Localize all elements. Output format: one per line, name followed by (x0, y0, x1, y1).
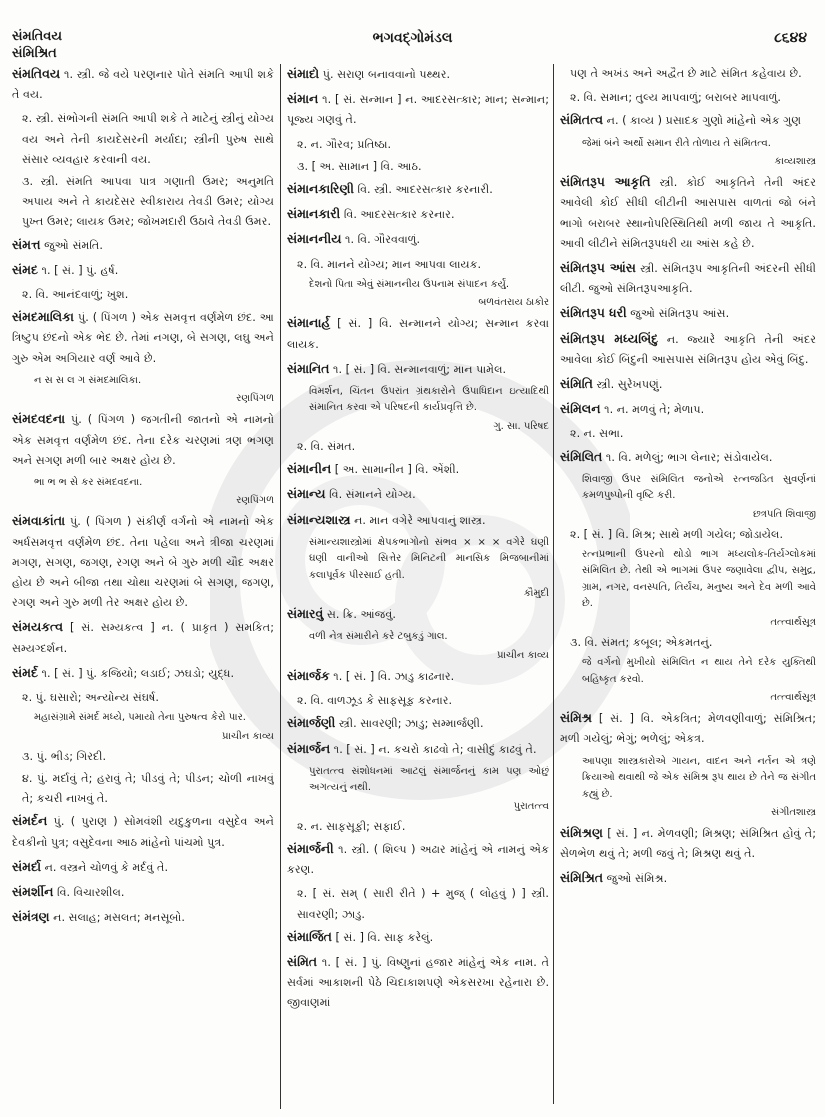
dictionary-entry (12, 235, 274, 256)
dictionary-entry (560, 329, 816, 370)
dictionary-entry (287, 313, 549, 354)
dictionary-entry (12, 260, 274, 281)
dictionary-entry (287, 713, 549, 734)
dictionary-entry (287, 89, 549, 130)
dictionary-entry (287, 839, 549, 880)
sense: ૨. [ સં. ] વિ. મિશ્ર; સાથે મળી ગયેલ; જોડાયેલ. (570, 527, 784, 541)
definition: પું. સરાણ બનાવવાનો પથ્થર. (319, 68, 451, 81)
citation-quote: ન સ સ લ ગ સંમદમાલિકા. (34, 374, 142, 386)
citation-source: સંગીતશાસ્ત્ર (771, 807, 816, 819)
sense: ૨. વિ. સમાન; તુલ્ય માપવાળું; બરાબર માપવાળું. (570, 91, 781, 105)
definition: ન. જ્યારે આકૃતિ તેની અંદર આવેલા કોઈ બિંદુની આસપાસ સંમિતરૂપ હોય એવું બિંદુ. (560, 332, 816, 366)
page-header (0, 14, 825, 61)
definition: ન. સલાહ; મસલત; મનસૂબો. (49, 911, 185, 925)
citation-quote: દેશનો પિતા એવું સંમાનનીય ઉપનામ સંપાદન કર્યું. (309, 278, 510, 290)
sense: ૨. પું. ઘસારો; અન્યોન્ય સંઘર્ષ. (22, 691, 159, 705)
citation-source: પુરાતત્ત્વ (513, 800, 549, 812)
definition: જુઓ સંમિશ્ર. (603, 872, 668, 886)
continued-definition: પણ તે અખંડ અને અદ્વૈત છે માટે સંમિત કહેવાય છે. (570, 67, 802, 80)
headword: સંમાનનીય (287, 231, 342, 247)
headword: સંમાર્જણી (287, 715, 336, 731)
citation-source: છત્રપતિ શિવાજી (753, 508, 816, 520)
dictionary-entry (12, 617, 274, 658)
sense: ૨. [ સં. સમ્ ( સારી રીતે ) + મુજ્ ( લોહવું ) ] સ્ત્રી. સાવરણી; ઝાડુ. (297, 887, 549, 921)
definition: [ સં. સમ્યકત્વ ] ન. ( પ્રાકૃત ) સમકિત; સમ્યગ્દર્શન. (12, 621, 274, 655)
dictionary-entry (560, 110, 816, 131)
sense: ૪. પું. મર્દાવું તે; હરાવું તે; પીડવું તે; પીડન; ચોળી નાખવું તે; કચરી નાખવું તે. (22, 771, 274, 806)
citation-quote: રત્નપ્રભાની ઉપરનો થોડો ભાગ મધ્યલોક-તિર્યગ્લોકમાં સંમિલિત છે. તેથી એ ભાગમાં ઉપર જણાવેલા દ્વીપ, સમુદ્ર, ગ્રામ, નગર, વનસ્પતિ, તિર્યંચ, મનુષ્ય અને દેવ મળી આવે છે. (582, 548, 816, 610)
dictionary-entry (12, 511, 274, 613)
guide-word-first: સંમતિવય (12, 29, 63, 44)
sense: ૨. સ્ત્રી. સંભોગની સંમતિ આપી શકે તે માટેનું સ્ત્રીનું યોગ્ય વય અને તેની કાયદેસરની મર્યાદા; સ્ત્રીની પુરુષ સાથે સંસાર વ્યવહાર કરવાની વય. (22, 112, 274, 166)
definition: ન. ( કાવ્ય ) પ્રસાદક ગુણો માંહેનો એક ગુણ (603, 114, 802, 128)
sense: ૨. ન. સભા. (570, 427, 624, 441)
definition: ૧. વિ. ગૌરવવાળું. (341, 233, 421, 247)
definition: પું. ( પિંગળ ) જગતીની જાતનો એ નામનો એક સમવૃત્ત વર્ણમેળ છંદ. તેના દરેક ચરણમાં ત્રણ ભગણ અને સગણ મળી બાર અક્ષર હોય છે. (12, 413, 274, 467)
definition: ૧. [ સં. ] પું. હર્ષ. (37, 263, 119, 277)
column-3 (560, 64, 816, 1109)
definition: ૧. [ સં. ] પું. કજિયો; લડાઈ; ઝઘડો; યુદ્ધ. (37, 666, 235, 680)
sense: ૨. ન. ગૌરવ; પ્રતિષ્ઠા. (297, 137, 392, 151)
sense: ૩. પું. ભીડ; ગિરદી. (22, 749, 107, 763)
headword: સંમાનકારી (287, 206, 341, 222)
definition: પું. ( પુરાણ ) સોમવંશી યદુકુળના વસુદેવ અને દેવકીનો પુત્ર; વસુદેવના આઠ માંહેનો પાંચમો પુત્ર. (12, 815, 274, 849)
headword: સંમાર્જન (287, 740, 331, 756)
dictionary-entry (287, 604, 549, 625)
dictionary-entry (12, 882, 274, 903)
dictionary-entry (287, 179, 549, 200)
citation-source: તત્ત્વાર્થસૂત્ર (770, 692, 816, 704)
definition: સ્ત્રી. સંમિતરૂપ આકૃતિની અંદરની સીધી લીટી. જુઓ સંમિતરૂપઆકૃતિ. (560, 261, 816, 296)
dictionary-entry (12, 811, 274, 852)
citation-source: ગુ. સા. પરિષદ (493, 420, 549, 432)
citation-source: રણપિંગળ (236, 393, 274, 405)
definition: [ સં. ] વિ. સાફ કરેલું. (331, 930, 434, 944)
headword: સંમિલન (560, 401, 601, 417)
dictionary-entry (287, 484, 549, 505)
definition: ૧. સ્ત્રી. જે વયે પરણનાર પોતે સંમતિ આપી શકે તે વય. (12, 68, 274, 102)
dictionary-entry (560, 823, 816, 864)
headword: સંમિતરૂપ આંસ (560, 259, 636, 275)
headword: સંમિશ્રિત (560, 870, 604, 886)
dictionary-entry (287, 459, 549, 480)
definition: ૧. સ્ત્રી. ( શિલ્પ ) અઢાર માંહેનું એ નામનું એક કરણ. (287, 842, 549, 877)
running-title: ભગવદ્ગોમંડલ (372, 30, 453, 46)
citation-source: કાવ્યશાસ્ત્ર (774, 156, 816, 168)
citation-source: રણપિંગળ (236, 495, 274, 507)
headword: સંમિતિ (560, 375, 593, 391)
definition: વિ. સ્ત્રી. આદરસત્કાર કરનારી. (353, 183, 493, 197)
citation-source: પ્રાચીન કાવ્ય (497, 649, 549, 661)
sense: ૩. વિ. સંમત; કબૂલ; એકમતનું. (570, 635, 713, 649)
citation-quote: સંમાન્યશાસ્ત્રોમાં ક્ષેપકભાગોનો સંભવ × × × વગેરે ઘણી ઘણી વાનીઓ સિત્તેર મિનિટની માનસિક મિજબાનીમાં કલાપૂર્વક પીરસાઈ હતી. (309, 536, 549, 581)
dictionary-entry (560, 258, 816, 299)
headword: સંમિતત્વ (560, 112, 604, 128)
headword: સંમર્દન (12, 813, 48, 829)
column-2 (287, 64, 549, 1109)
definition: ૧. [ સં. ] ન. કચરો કાઢવો તે; વાસીદું કાઢવું તે. (330, 742, 537, 756)
headword: સંમદ (12, 261, 38, 277)
sense: ૨. વિ. વાળઝૂડ કે સાફસૂફ કરનાર. (297, 694, 453, 708)
dictionary-entry (12, 64, 274, 105)
definition: ૧. ન. મળવું તે; મેળાપ. (600, 403, 705, 417)
headword: સંમાનિત (287, 360, 330, 376)
definition: [ સં. ] ન. મેળવણી; મિશ્રણ; સંમિશ્રિત હોવું તે; સેળભેળ થવું તે; મળી જવું તે; મિશ્રણ થવું તે. (560, 827, 816, 861)
headword: સંમર્શીન (12, 884, 54, 899)
headword: સંમિત (287, 953, 318, 969)
guide-word-last: સંમિશ્રિત (12, 46, 57, 61)
headword: સંમારવું (287, 606, 324, 622)
headword: સંમાનીન (287, 461, 332, 477)
headword: સંમિતરૂપ મધ્યબિંદુ (560, 330, 659, 346)
sense: ૨. ન. સાફસૂફી; સફાઈ. (297, 819, 406, 833)
citation-quote: પુરાતત્ત્વ સંશોધનમાં આટલું સંમાર્જનનું કામ પણ ઓછું અગત્યનું નથી. (309, 765, 549, 794)
headword: સંમાર્જિત (287, 928, 332, 944)
definition: સ. ક્રિ. આંજવું. (323, 608, 396, 622)
dictionary-entry (287, 666, 549, 687)
definition: સ્ત્રી. સુરેખપણું. (592, 377, 663, 391)
headword: સંમર્દા (12, 858, 42, 874)
dictionary-entry (12, 409, 274, 471)
dictionary-entry (287, 204, 549, 225)
headword: સંમદવદના (12, 411, 66, 427)
citation-source: કૌમુદી (523, 588, 549, 600)
definition: ૧. વિ. મળેલું; ભાગ લેનાર; સંડોવાયેલ. (602, 450, 773, 464)
definition: સ્ત્રી. સાવરણી; ઝાડુ; સમ્માર્જણી. (335, 717, 484, 731)
citation-quote: જે વર્ગનો મુખીયો સંમિલિત ન થાય તેને દરેક યુક્તિથી બહિષ્કૃત કરવો. (582, 657, 816, 685)
definition: ૧. [ સં. ] વિ. ઝાડુ કાઢનાર. (329, 669, 455, 683)
dictionary-entry (287, 64, 549, 85)
dictionary-entry (287, 927, 549, 948)
dictionary-entry (12, 907, 274, 928)
definition: ૧. [ સં. ] પું. વિષ્ણુનાં હજાર માંહેનું એક નામ. તે સર્વમાં આકાશની પેઠે ચિદાકાશપણે એકસરખા રહેનારા છે. જીવાણમાં (287, 955, 549, 1010)
sense: ૨. વિ. સંમત. (297, 439, 356, 453)
headword: સંમાર્જક (287, 667, 330, 683)
definition: ન. વસ્ત્રને ચોળવું કે મર્દવું તે. (41, 860, 169, 874)
dictionary-entry (560, 399, 816, 420)
dictionary-entry (560, 708, 816, 749)
citation-quote: જેમાં બંને અર્થો સમાન રીતે તોળાય તે સંમિતત્વ. (582, 137, 771, 149)
headword: સંમદમાલિકા (12, 309, 74, 325)
dictionary-entry (12, 857, 274, 878)
definition: પું. ( પિંગળ ) સંકીર્ણ વર્ગનો એ નામનો એક અર્ધસમવૃત્ત વર્ણમેળ છંદ. તેના પહેલા અને ત્રીજા ચરણમાં મગણ, સગણ, જગણ, રગણ અને બે ગુરુ મળી ચૌદ અક્ષર હોય છે અને બીજા તથા ચોથા ચરણમાં બે સગણ, જગણ, રગણ અને ગુરુ મળી તેર અક્ષર હોય છે. (12, 515, 274, 610)
page-number: ૮૬૪૪ (774, 30, 807, 46)
definition: જુઓ સંમિતરૂપ આંસ. (626, 307, 730, 321)
sense: ૨. વિ. માનને યોગ્ય; માન આપવા લાયક. (297, 257, 482, 271)
headword: સંમાનાર્હ (287, 315, 331, 331)
sense: ૨. વિ. આનંદવાળું; ખુશ. (22, 288, 129, 302)
dictionary-entry (560, 868, 816, 889)
definition: [ સં. ] વિ. એકત્રિત; મેળવણીવાળું; સંમિશ્રિત; મળી ગયેલું; ભેગું; ભળેલું; એકત્ર. (560, 712, 816, 746)
headword: સંમાનકારિણી (287, 181, 354, 197)
dictionary-entry (12, 663, 274, 684)
headword: સંમાન્ય (287, 486, 326, 502)
dictionary-entry (560, 447, 816, 468)
citation-quote: મહાસંગ્રામે સંમર્દ મધ્યે, પમાયો તેના પુરુષત્વ કેરો પાર. (34, 712, 246, 724)
column-divider (553, 64, 554, 1104)
headword: સંમાદો (287, 66, 320, 81)
headword: સંમંત્રણ (12, 909, 50, 925)
definition: પું. ( પિંગળ ) એક સમવૃત્ત વર્ણમેળ છંદ. આ ત્રિષ્ટુપ છંદનો એક ભેદ છે. તેમાં નગણ, બે સગણ, લઘુ અને ગુરુ એમ અગિયાર વર્ણ આવે છે. (12, 311, 274, 365)
citation-quote: વિમર્શન, ચિંતન ઉપરાંત ગ્રંથકારોને ઉપાધિદાન ઇત્યાદિથી સંમાનિત કરવા એ પરિષદની કાર્યપ્રવૃત્તિ છે. (309, 385, 549, 414)
citation-quote: આપણા શાસ્ત્રકારોએ ગાયન, વાદન અને નર્તન એ ત્રણે ક્રિયાઓ થવાથી જે એક સંમિશ્ર રૂપ થાય છે તેને જ સંગીત કહ્યું છે. (582, 755, 816, 800)
headword: સંમતિવય (12, 66, 61, 81)
headword: સંમાર્જની (287, 840, 334, 856)
definition: [ સં. ] વિ. સન્માનને યોગ્ય; સન્માન કરવા લાયક. (287, 317, 549, 351)
headword: સંમર્દ (12, 664, 38, 680)
headword: સંમિતરૂપ ધરી (560, 305, 627, 321)
definition: વિ. આદરસત્કાર કરનાર. (340, 208, 455, 222)
headword: સંમત્ત (12, 236, 41, 252)
dictionary-entry (560, 374, 816, 395)
definition: ન. માન વગેરે આપવાનું શાસ્ત્ર. (350, 513, 486, 527)
dictionary-entry (287, 952, 549, 1014)
citation-source: પ્રાચીન કાવ્ય (222, 730, 274, 742)
headword: સંમિલિત (560, 448, 603, 464)
definition: વિ. વિચારશીલ. (53, 886, 125, 899)
headword: સંમાન (287, 91, 319, 107)
headword: સંમયકત્વ (12, 619, 64, 635)
dictionary-entry (287, 229, 549, 250)
headword: સંમિતરૂપ આકૃતિ (560, 174, 651, 190)
headword: સંમિશ્રણ (560, 825, 603, 841)
citation-quote: ભા ભ ભ સે કર સંમદવદના. (34, 476, 143, 488)
dictionary-entry (287, 739, 549, 760)
dictionary-entry (560, 303, 816, 324)
dictionary-entry (12, 307, 274, 369)
definition: [ અ. સામાનીન ] વિ. એંશી. (331, 463, 460, 477)
dictionary-entry (287, 359, 549, 380)
definition: ૧. [ સં. સન્માન ] ન. આદરસત્કાર; માન; સન્માન; પૂજ્ય ગણવું તે. (287, 93, 549, 127)
headword: સંમવાકાંતા (12, 513, 66, 529)
sense: ૩. સ્ત્રી. સંમતિ આપવા પાત્ર ગણાતી ઉમર; અનુમતિ અપાય અને તે કાયદેસર સ્વીકારાય તેવડી ઉમર; યોગ્ય પુખ્ત ઉમર; લાયક ઉમર; જોખમદારી ઉઠાવે તેવડી ઉમર. (22, 175, 274, 229)
citation-quote: શિવાજી ઉપર સંમિલિત જનોએ રત્નજડિત સુવર્ણનાં કમળપુષ્પોની વૃષ્ટિ કરી. (582, 473, 816, 502)
headword: સંમિશ્ર (560, 710, 592, 726)
dictionary-entry (287, 510, 549, 531)
headword: સંમાન્યશાસ્ત્ર (287, 511, 351, 527)
citation-quote: વળી નેત્ર સંમારીને કરે ટબુકડું ગાલ. (309, 631, 448, 643)
dictionary-entry (560, 172, 816, 254)
citation-source: બળવંતરાય ઠાકોર (478, 297, 549, 309)
column-1 (12, 64, 274, 1109)
definition: જુઓ સંમતિ. (40, 238, 103, 252)
sense: ૩. [ અ. સામાન ] વિ. આઠ. (297, 159, 422, 173)
definition: વિ. સંમાનને યોગ્ય. (325, 488, 416, 502)
definition: સ્ત્રી. કોઈ આકૃતિને તેની અંદર આવેલી કોઈ સીધી લીટીની આસપાસ વાળતાં જો બંને ભાગો બરાબર સ્થાનોપરિસ્થિતિથી મળી જાય તે આકૃતિ. આવી લીટીને સંમિતરૂપધરી યા આંસ કહે છે. (560, 176, 816, 250)
definition: ૧. [ સં. ] વિ. સન્માનવાળું; માન પામેલ. (329, 362, 507, 376)
column-divider (280, 64, 281, 1109)
citation-source: તત્ત્વાર્થસૂત્ર (770, 616, 816, 628)
